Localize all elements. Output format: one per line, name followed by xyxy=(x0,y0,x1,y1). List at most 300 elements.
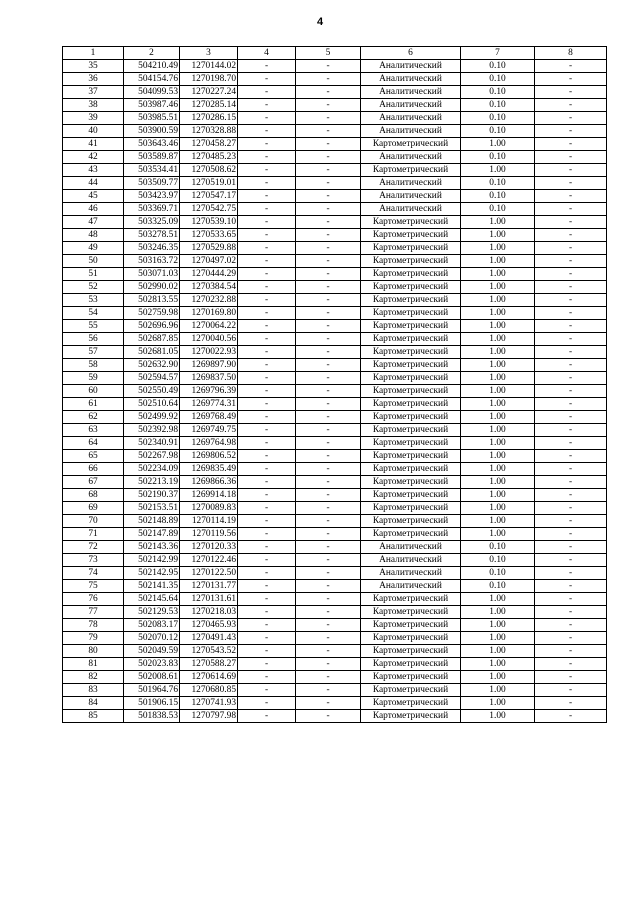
cell-col-8-value: - xyxy=(535,372,607,385)
cell-col-5-value: - xyxy=(296,372,361,385)
cell-method: Картометрический xyxy=(361,450,461,463)
cell-point-number: 40 xyxy=(63,125,124,138)
cell-col-5-value: - xyxy=(296,164,361,177)
cell-x-coordinate: 503509.77 xyxy=(124,177,180,190)
cell-y-coordinate: 1270286.15 xyxy=(180,112,238,125)
cell-y-coordinate: 1269897.90 xyxy=(180,359,238,372)
cell-col-5-value: - xyxy=(296,138,361,151)
cell-y-coordinate: 1270543.52 xyxy=(180,645,238,658)
cell-point-number: 70 xyxy=(63,515,124,528)
table-row xyxy=(63,411,607,424)
cell-col-4-value: - xyxy=(238,229,296,242)
cell-method: Аналитический xyxy=(361,203,461,216)
cell-col-4-value: - xyxy=(238,203,296,216)
cell-x-coordinate: 502141.35 xyxy=(124,580,180,593)
cell-accuracy: 1.00 xyxy=(461,697,535,710)
cell-col-4-value: - xyxy=(238,151,296,164)
cell-method: Картометрический xyxy=(361,437,461,450)
cell-col-4-value: - xyxy=(238,515,296,528)
cell-col-4-value: - xyxy=(238,554,296,567)
cell-x-coordinate: 502147.89 xyxy=(124,528,180,541)
cell-x-coordinate: 503987.46 xyxy=(124,99,180,112)
cell-col-5-value: - xyxy=(296,333,361,346)
cell-method: Картометрический xyxy=(361,684,461,697)
cell-method: Аналитический xyxy=(361,73,461,86)
cell-accuracy: 1.00 xyxy=(461,593,535,606)
cell-y-coordinate: 1270131.61 xyxy=(180,593,238,606)
cell-x-coordinate: 502083.17 xyxy=(124,619,180,632)
cell-accuracy: 0.10 xyxy=(461,151,535,164)
cell-col-8-value: - xyxy=(535,541,607,554)
cell-accuracy: 1.00 xyxy=(461,216,535,229)
cell-point-number: 43 xyxy=(63,164,124,177)
cell-accuracy: 1.00 xyxy=(461,658,535,671)
cell-method: Картометрический xyxy=(361,242,461,255)
table-row xyxy=(63,658,607,671)
table-row xyxy=(63,385,607,398)
cell-method: Картометрический xyxy=(361,606,461,619)
cell-accuracy: 1.00 xyxy=(461,268,535,281)
cell-accuracy: 1.00 xyxy=(461,307,535,320)
cell-col-5-value: - xyxy=(296,580,361,593)
cell-col-5-value: - xyxy=(296,112,361,125)
cell-method: Аналитический xyxy=(361,567,461,580)
cell-col-8-value: - xyxy=(535,398,607,411)
table-row xyxy=(63,216,607,229)
table-row xyxy=(63,684,607,697)
cell-col-5-value: - xyxy=(296,554,361,567)
cell-col-8-value: - xyxy=(535,281,607,294)
cell-method: Картометрический xyxy=(361,398,461,411)
cell-x-coordinate: 502990.02 xyxy=(124,281,180,294)
cell-point-number: 65 xyxy=(63,450,124,463)
cell-y-coordinate: 1270533.65 xyxy=(180,229,238,242)
cell-y-coordinate: 1270227.24 xyxy=(180,86,238,99)
cell-col-4-value: - xyxy=(238,710,296,723)
cell-accuracy: 1.00 xyxy=(461,281,535,294)
cell-y-coordinate: 1270285.14 xyxy=(180,99,238,112)
cell-col-8-value: - xyxy=(535,177,607,190)
cell-col-8-value: - xyxy=(535,242,607,255)
table-row xyxy=(63,320,607,333)
cell-accuracy: 1.00 xyxy=(461,294,535,307)
cell-accuracy: 1.00 xyxy=(461,398,535,411)
cell-col-4-value: - xyxy=(238,125,296,138)
cell-col-4-value: - xyxy=(238,450,296,463)
cell-col-8-value: - xyxy=(535,671,607,684)
cell-col-4-value: - xyxy=(238,333,296,346)
cell-col-4-value: - xyxy=(238,528,296,541)
cell-col-8-value: - xyxy=(535,151,607,164)
cell-x-coordinate: 504099.53 xyxy=(124,86,180,99)
table-row xyxy=(63,606,607,619)
cell-col-4-value: - xyxy=(238,60,296,73)
cell-y-coordinate: 1270444.29 xyxy=(180,268,238,281)
cell-x-coordinate: 502148.89 xyxy=(124,515,180,528)
cell-method: Картометрический xyxy=(361,671,461,684)
cell-x-coordinate: 502550.49 xyxy=(124,385,180,398)
cell-col-5-value: - xyxy=(296,242,361,255)
table-row xyxy=(63,229,607,242)
cell-col-5-value: - xyxy=(296,411,361,424)
cell-col-8-value: - xyxy=(535,190,607,203)
cell-accuracy: 1.00 xyxy=(461,164,535,177)
cell-col-5-value: - xyxy=(296,528,361,541)
cell-point-number: 76 xyxy=(63,593,124,606)
cell-accuracy: 1.00 xyxy=(461,255,535,268)
cell-y-coordinate: 1270131.77 xyxy=(180,580,238,593)
cell-col-4-value: - xyxy=(238,307,296,320)
cell-point-number: 63 xyxy=(63,424,124,437)
cell-y-coordinate: 1270497.02 xyxy=(180,255,238,268)
cell-col-4-value: - xyxy=(238,281,296,294)
cell-method: Картометрический xyxy=(361,515,461,528)
cell-point-number: 81 xyxy=(63,658,124,671)
cell-accuracy: 1.00 xyxy=(461,619,535,632)
column-header-2: 2 xyxy=(124,47,180,60)
cell-col-5-value: - xyxy=(296,515,361,528)
cell-method: Аналитический xyxy=(361,580,461,593)
cell-col-8-value: - xyxy=(535,333,607,346)
cell-x-coordinate: 502340.91 xyxy=(124,437,180,450)
cell-col-8-value: - xyxy=(535,632,607,645)
cell-col-5-value: - xyxy=(296,567,361,580)
cell-col-8-value: - xyxy=(535,450,607,463)
table-row xyxy=(63,112,607,125)
table-row xyxy=(63,645,607,658)
cell-point-number: 39 xyxy=(63,112,124,125)
cell-col-8-value: - xyxy=(535,164,607,177)
cell-col-4-value: - xyxy=(238,541,296,554)
cell-x-coordinate: 502008.61 xyxy=(124,671,180,684)
cell-col-8-value: - xyxy=(535,710,607,723)
cell-col-4-value: - xyxy=(238,372,296,385)
table-row xyxy=(63,398,607,411)
cell-col-5-value: - xyxy=(296,125,361,138)
cell-point-number: 73 xyxy=(63,554,124,567)
cell-accuracy: 1.00 xyxy=(461,333,535,346)
cell-method: Картометрический xyxy=(361,268,461,281)
cell-accuracy: 0.10 xyxy=(461,177,535,190)
cell-y-coordinate: 1269749.75 xyxy=(180,424,238,437)
cell-col-8-value: - xyxy=(535,606,607,619)
cell-y-coordinate: 1270458.27 xyxy=(180,138,238,151)
cell-y-coordinate: 1270040.56 xyxy=(180,333,238,346)
cell-col-8-value: - xyxy=(535,216,607,229)
cell-col-4-value: - xyxy=(238,242,296,255)
cell-y-coordinate: 1269796.39 xyxy=(180,385,238,398)
cell-x-coordinate: 503278.51 xyxy=(124,229,180,242)
table-row xyxy=(63,437,607,450)
cell-col-5-value: - xyxy=(296,320,361,333)
table-row xyxy=(63,86,607,99)
column-header-1: 1 xyxy=(63,47,124,60)
cell-y-coordinate: 1270542.75 xyxy=(180,203,238,216)
cell-x-coordinate: 503423.97 xyxy=(124,190,180,203)
cell-accuracy: 0.10 xyxy=(461,86,535,99)
cell-y-coordinate: 1270614.69 xyxy=(180,671,238,684)
cell-point-number: 58 xyxy=(63,359,124,372)
cell-point-number: 61 xyxy=(63,398,124,411)
cell-y-coordinate: 1270508.62 xyxy=(180,164,238,177)
cell-col-5-value: - xyxy=(296,450,361,463)
cell-point-number: 44 xyxy=(63,177,124,190)
cell-method: Картометрический xyxy=(361,333,461,346)
cell-method: Картометрический xyxy=(361,346,461,359)
page-number: 4 xyxy=(316,16,324,28)
cell-col-8-value: - xyxy=(535,658,607,671)
cell-col-5-value: - xyxy=(296,710,361,723)
cell-method: Аналитический xyxy=(361,112,461,125)
cell-point-number: 36 xyxy=(63,73,124,86)
cell-col-4-value: - xyxy=(238,385,296,398)
cell-point-number: 79 xyxy=(63,632,124,645)
cell-point-number: 62 xyxy=(63,411,124,424)
cell-method: Аналитический xyxy=(361,554,461,567)
cell-method: Картометрический xyxy=(361,489,461,502)
cell-x-coordinate: 503246.35 xyxy=(124,242,180,255)
cell-y-coordinate: 1270122.50 xyxy=(180,567,238,580)
cell-y-coordinate: 1269866.36 xyxy=(180,476,238,489)
cell-col-5-value: - xyxy=(296,476,361,489)
cell-col-5-value: - xyxy=(296,99,361,112)
cell-method: Картометрический xyxy=(361,281,461,294)
column-header-7: 7 xyxy=(461,47,535,60)
cell-accuracy: 1.00 xyxy=(461,385,535,398)
cell-y-coordinate: 1269835.49 xyxy=(180,463,238,476)
cell-col-5-value: - xyxy=(296,177,361,190)
cell-accuracy: 1.00 xyxy=(461,515,535,528)
cell-y-coordinate: 1270491.43 xyxy=(180,632,238,645)
cell-col-4-value: - xyxy=(238,138,296,151)
cell-col-4-value: - xyxy=(238,411,296,424)
cell-point-number: 66 xyxy=(63,463,124,476)
cell-accuracy: 1.00 xyxy=(461,229,535,242)
cell-col-8-value: - xyxy=(535,619,607,632)
table-row xyxy=(63,138,607,151)
cell-method: Аналитический xyxy=(361,151,461,164)
cell-method: Аналитический xyxy=(361,541,461,554)
cell-col-4-value: - xyxy=(238,697,296,710)
cell-accuracy: 1.00 xyxy=(461,463,535,476)
cell-y-coordinate: 1270680.85 xyxy=(180,684,238,697)
table-body xyxy=(63,60,607,723)
cell-point-number: 69 xyxy=(63,502,124,515)
column-header-4: 4 xyxy=(238,47,296,60)
cell-y-coordinate: 1270232.88 xyxy=(180,294,238,307)
table-row xyxy=(63,502,607,515)
cell-y-coordinate: 1270328.88 xyxy=(180,125,238,138)
cell-y-coordinate: 1270119.56 xyxy=(180,528,238,541)
cell-col-5-value: - xyxy=(296,684,361,697)
cell-x-coordinate: 502632.90 xyxy=(124,359,180,372)
cell-col-4-value: - xyxy=(238,112,296,125)
cell-method: Картометрический xyxy=(361,359,461,372)
table-row xyxy=(63,697,607,710)
cell-accuracy: 0.10 xyxy=(461,541,535,554)
cell-x-coordinate: 502143.36 xyxy=(124,541,180,554)
cell-y-coordinate: 1270089.83 xyxy=(180,502,238,515)
cell-point-number: 50 xyxy=(63,255,124,268)
cell-x-coordinate: 502392.98 xyxy=(124,424,180,437)
cell-method: Картометрический xyxy=(361,502,461,515)
cell-col-4-value: - xyxy=(238,580,296,593)
cell-col-5-value: - xyxy=(296,294,361,307)
cell-col-5-value: - xyxy=(296,190,361,203)
cell-col-8-value: - xyxy=(535,476,607,489)
cell-method: Картометрический xyxy=(361,619,461,632)
cell-col-5-value: - xyxy=(296,697,361,710)
cell-point-number: 49 xyxy=(63,242,124,255)
table-row xyxy=(63,294,607,307)
cell-accuracy: 1.00 xyxy=(461,450,535,463)
cell-point-number: 37 xyxy=(63,86,124,99)
cell-col-4-value: - xyxy=(238,632,296,645)
cell-col-4-value: - xyxy=(238,177,296,190)
cell-col-8-value: - xyxy=(535,255,607,268)
cell-col-8-value: - xyxy=(535,424,607,437)
cell-x-coordinate: 502696.96 xyxy=(124,320,180,333)
table-row xyxy=(63,463,607,476)
cell-col-5-value: - xyxy=(296,463,361,476)
cell-col-8-value: - xyxy=(535,697,607,710)
cell-x-coordinate: 503369.71 xyxy=(124,203,180,216)
cell-y-coordinate: 1270539.10 xyxy=(180,216,238,229)
cell-accuracy: 1.00 xyxy=(461,437,535,450)
cell-col-5-value: - xyxy=(296,73,361,86)
cell-method: Аналитический xyxy=(361,125,461,138)
cell-point-number: 54 xyxy=(63,307,124,320)
column-header-8: 8 xyxy=(535,47,607,60)
cell-col-5-value: - xyxy=(296,424,361,437)
cell-x-coordinate: 502153.51 xyxy=(124,502,180,515)
table-row xyxy=(63,242,607,255)
cell-x-coordinate: 502687.85 xyxy=(124,333,180,346)
cell-col-8-value: - xyxy=(535,385,607,398)
cell-point-number: 83 xyxy=(63,684,124,697)
cell-col-4-value: - xyxy=(238,359,296,372)
cell-accuracy: 1.00 xyxy=(461,502,535,515)
cell-x-coordinate: 503643.46 xyxy=(124,138,180,151)
cell-y-coordinate: 1270529.88 xyxy=(180,242,238,255)
cell-x-coordinate: 502681.05 xyxy=(124,346,180,359)
cell-col-8-value: - xyxy=(535,489,607,502)
cell-col-5-value: - xyxy=(296,151,361,164)
cell-method: Картометрический xyxy=(361,294,461,307)
cell-col-8-value: - xyxy=(535,307,607,320)
cell-accuracy: 1.00 xyxy=(461,346,535,359)
table-row xyxy=(63,567,607,580)
cell-col-8-value: - xyxy=(535,138,607,151)
cell-col-5-value: - xyxy=(296,255,361,268)
cell-col-8-value: - xyxy=(535,60,607,73)
cell-col-4-value: - xyxy=(238,619,296,632)
cell-x-coordinate: 502142.95 xyxy=(124,567,180,580)
cell-accuracy: 1.00 xyxy=(461,476,535,489)
cell-method: Картометрический xyxy=(361,528,461,541)
cell-y-coordinate: 1270588.27 xyxy=(180,658,238,671)
cell-method: Аналитический xyxy=(361,177,461,190)
cell-col-5-value: - xyxy=(296,619,361,632)
table-row xyxy=(63,99,607,112)
cell-col-8-value: - xyxy=(535,528,607,541)
table-row xyxy=(63,268,607,281)
cell-col-5-value: - xyxy=(296,502,361,515)
cell-point-number: 59 xyxy=(63,372,124,385)
table-row xyxy=(63,203,607,216)
cell-accuracy: 1.00 xyxy=(461,645,535,658)
cell-col-5-value: - xyxy=(296,541,361,554)
cell-y-coordinate: 1270064.22 xyxy=(180,320,238,333)
cell-accuracy: 0.10 xyxy=(461,554,535,567)
cell-point-number: 46 xyxy=(63,203,124,216)
cell-col-8-value: - xyxy=(535,294,607,307)
cell-x-coordinate: 501964.76 xyxy=(124,684,180,697)
cell-col-4-value: - xyxy=(238,190,296,203)
cell-method: Картометрический xyxy=(361,411,461,424)
cell-col-4-value: - xyxy=(238,567,296,580)
cell-col-8-value: - xyxy=(535,268,607,281)
cell-col-5-value: - xyxy=(296,307,361,320)
cell-method: Картометрический xyxy=(361,255,461,268)
cell-col-8-value: - xyxy=(535,515,607,528)
cell-accuracy: 1.00 xyxy=(461,710,535,723)
cell-x-coordinate: 504210.49 xyxy=(124,60,180,73)
cell-col-8-value: - xyxy=(535,346,607,359)
table-row xyxy=(63,450,607,463)
cell-col-8-value: - xyxy=(535,359,607,372)
cell-col-4-value: - xyxy=(238,99,296,112)
coordinates-table xyxy=(62,46,607,723)
cell-col-8-value: - xyxy=(535,502,607,515)
table-row xyxy=(63,346,607,359)
cell-col-5-value: - xyxy=(296,203,361,216)
cell-method: Картометрический xyxy=(361,697,461,710)
cell-col-5-value: - xyxy=(296,606,361,619)
cell-point-number: 64 xyxy=(63,437,124,450)
cell-accuracy: 1.00 xyxy=(461,242,535,255)
cell-y-coordinate: 1270122.46 xyxy=(180,554,238,567)
cell-y-coordinate: 1270144.02 xyxy=(180,60,238,73)
cell-point-number: 47 xyxy=(63,216,124,229)
table-row xyxy=(63,333,607,346)
cell-x-coordinate: 502142.99 xyxy=(124,554,180,567)
cell-point-number: 35 xyxy=(63,60,124,73)
cell-accuracy: 0.10 xyxy=(461,112,535,125)
cell-col-5-value: - xyxy=(296,398,361,411)
table-row xyxy=(63,554,607,567)
cell-col-5-value: - xyxy=(296,268,361,281)
table-row xyxy=(63,190,607,203)
cell-accuracy: 1.00 xyxy=(461,138,535,151)
cell-y-coordinate: 1270547.17 xyxy=(180,190,238,203)
cell-point-number: 60 xyxy=(63,385,124,398)
cell-col-4-value: - xyxy=(238,255,296,268)
cell-col-4-value: - xyxy=(238,476,296,489)
cell-col-8-value: - xyxy=(535,411,607,424)
column-header-3: 3 xyxy=(180,47,238,60)
cell-col-5-value: - xyxy=(296,658,361,671)
cell-method: Картометрический xyxy=(361,307,461,320)
table-row xyxy=(63,541,607,554)
cell-col-8-value: - xyxy=(535,203,607,216)
table-row xyxy=(63,671,607,684)
cell-col-8-value: - xyxy=(535,73,607,86)
table-row xyxy=(63,619,607,632)
cell-col-4-value: - xyxy=(238,86,296,99)
cell-point-number: 77 xyxy=(63,606,124,619)
cell-col-8-value: - xyxy=(535,554,607,567)
